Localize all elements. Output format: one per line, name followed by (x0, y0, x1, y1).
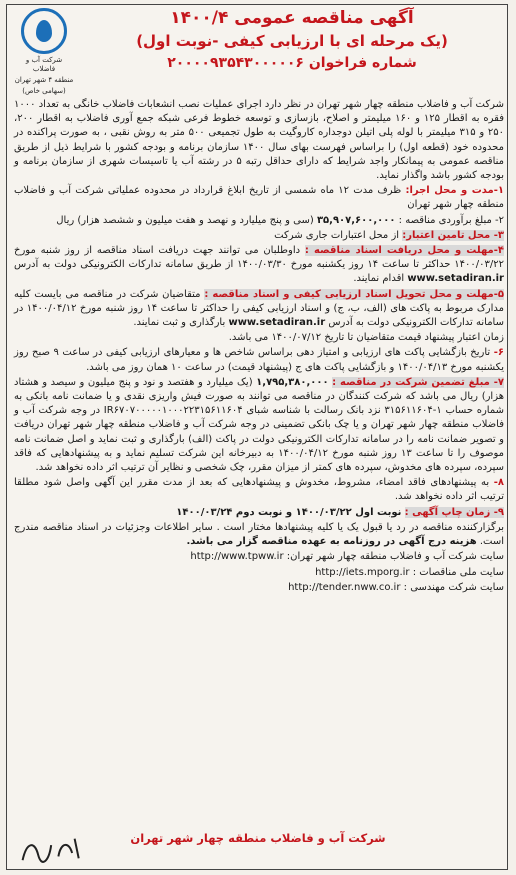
logo-line2: منطقه ۴ شهر تهران (14, 76, 74, 84)
section-5-heading: ۵-مهلت و محل تحویل اسناد ارزیابی کیفی و اسناد مناقصه : (204, 288, 504, 300)
section-7-heading: ۷- مبلغ تضمین شرکت در مناقصه : (332, 376, 504, 388)
section-6 (14, 346, 504, 374)
section-2-text: (سی و پنج میلیارد و نهصد و هفت میلیون و ششصد هزار) ریال (56, 214, 314, 226)
section-1-heading: ۱-مدت و محل اجرا: (405, 185, 504, 197)
ad-body (14, 98, 504, 596)
section-3-text: از محل اعتبارات جاری شرکت (274, 229, 400, 241)
site-1-link[interactable]: http://www.tpww.ir (190, 551, 284, 563)
closing-paragraph (14, 521, 504, 549)
section-3-heading: ۳- محل تامین اعتبار: (402, 229, 504, 241)
section-4-text: داوطلبان می توانند جهت دریافت اسناد مناقصه از روز شنبه مورخ ۱۴۰۰/۰۳/۲۲ حداکثر تا ساعت ۱۴ روز یکشنبه مورخ ۱۴۰۰/۰۳/۳۰ از طریق سامانه تدارکات الکترونیکی دولت به آدرس (14, 245, 504, 271)
closing-text: برگزارکننده مناقصه در رد یا قبول یک یا کلیه پیشنهادها مختار است . سایر اطلاعات وجزئیات در اسناد مناقصه مندرج است. (14, 521, 504, 548)
section-8 (14, 476, 504, 504)
intro-paragraph: شرکت آب و فاضلاب منطقه چهار شهر تهران در نظر دارد اجرای عملیات نصب انشعابات فاضلاب خانگی به تعداد ۱۰۰۰ فقره به اقطار ۱۲۵ و ۱۶۰ میلیمتر و اصلاح، بازسازی و توسعه خطوط فرعی شبکه جمع آوری فاضلاب به اقطار ۲۰۰، ۲۵۰ و ۳۱۵ میلیمتر با لوله پلی اتیلن دوجداره کاروگیت به طول تجمیعی ۵۰۰ متر به روش نقبی ، به صورت پراکنده در محدوده خود (قطعه اول) را براساس فهرست بهای سال ۱۴۰۰ سازمان برنامه و بودجه کشور با شرایط ذیل از طریق مناقصه عمومی به پیمانکار واجد شرایط که دارای حداقل رتبه ۵ در رشته آب یا تاسیسات شهری از سازمان برنامه و بودجه کشور باشد واگذار نماید. (14, 99, 505, 182)
section-1 (14, 184, 504, 212)
ad-header (6, 6, 510, 98)
section-7 (14, 376, 504, 475)
closing-bold-text: هزینه درج آگهی در روزنامه به عهده مناقصه گزار می باشد. (186, 536, 477, 548)
section-2-heading: ۲- مبلغ برآوردی مناقصه : (398, 214, 504, 226)
section-2 (14, 214, 504, 228)
handwritten-scribble-icon (16, 831, 89, 868)
section-9-heading: ۹- زمان چاپ آگهی : (404, 506, 504, 518)
section-4-heading: ۴-مهلت و محل دریافت اسناد مناقصه : (304, 245, 505, 257)
site-2-label: سایت ملی مناقصات : (412, 566, 504, 578)
logo-line3: (سهامی خاص) (22, 87, 66, 95)
footer-organization: شرکت آب و فاضلاب منطقه چهار شهر تهران (130, 831, 386, 845)
section-6-text: تاریخ بازگشایی پاکت های ارزیابی و امتیاز دهی براساس شاخص ها و معیارهای ارزیابی کیفی در ساعت ۹ صبح روز یکشنبه مورخ ۱۴۰۰/۰۴/۱۳ و بازگشایی پاکت های ج (پیشنهاد قیمت) در ساعت ۱۰ همان روز می باشد. (14, 347, 504, 373)
site-line-3 (14, 581, 504, 595)
handwritten-mark (16, 831, 89, 874)
section-8-text: به پیشنهادهای فاقد امضاء، مشروط، مخدوش و پیشنهادهایی که بعد از مدت مقرر این آگهی واصل شود مطلقا ترتیب اثر داده نخواهد شد. (14, 477, 504, 503)
section-9-text: نوبت اول ۱۴۰۰/۰۳/۲۲ و نوبت دوم ۱۴۰۰/۰۳/۲۴ (176, 506, 402, 518)
section-1-text: ظرف مدت ۱۲ ماه شمسی از تاریخ ابلاغ قرارداد در محدوده عملیاتی شرکت آب و فاضلاب منطقه چهار شهر تهران (14, 185, 504, 211)
site-3-label: سایت شرکت مهندسی : (403, 581, 504, 593)
validity-line: زمان اعتبار پیشنهاد قیمت متقاضیان تا تاریخ ۱۴۰۰/۰۷/۱۲ می باشد. (228, 332, 504, 344)
section-8-heading: ۸- (493, 477, 504, 489)
section-4 (14, 244, 504, 287)
section-5-text: متقاضیان شرکت در مناقصه می بایست کلیه مدارک مربوط به پاکت های (الف، ب، ج) و اسناد ارزیابی کیفی را حداکثر تا ساعت ۱۴ روز شنبه مورخ ۱۴۰۰/۰۴/۱۲ در سامانه تدارکات الکترونیکی دولت به آدرس (14, 288, 504, 329)
water-drop-logo-icon (21, 8, 67, 54)
call-number: شماره فراخوان ۲۰۰۰۰۹۳۵۴۳۰۰۰۰۰۶ (167, 55, 417, 71)
site-line-1 (14, 550, 504, 564)
section-3 (14, 229, 504, 243)
ad-title: آگهی مناقصه عمومی ۱۴۰۰/۴ (170, 8, 414, 28)
site-line-2 (14, 566, 504, 580)
estimated-amount: ۳۵,۹۰۷,۶۰۰,۰۰۰ (316, 214, 396, 226)
logo-line1: شرکت آب و فاضلاب (25, 56, 63, 73)
setadiran-link-1[interactable]: www.setadiran.ir (407, 273, 504, 285)
setadiran-link-2[interactable]: www.setadiran.ir (228, 317, 326, 329)
section-5 (14, 288, 504, 331)
company-logo (14, 8, 74, 95)
site-2-link[interactable]: http://iets.mporg.ir (315, 566, 410, 578)
ad-titles (80, 6, 504, 74)
site-1-label: سایت شرکت آب و فاضلاب منطقه چهار شهر تهران: (286, 551, 504, 563)
site-3-link[interactable]: http://tender.nww.co.ir (288, 581, 401, 593)
section-9 (14, 506, 504, 520)
section-5-tail: بارگذاری و ثبت نمایند. (133, 317, 226, 329)
guarantee-amount: ۱,۷۹۵,۳۸۰,۰۰۰ (256, 376, 329, 388)
ad-subtitle: (یک مرحله ای با ارزیابی کیفی -نوبت اول) (136, 32, 448, 50)
section-6-heading: ۶- (493, 347, 504, 359)
section-7-text: (یک میلیارد و هفتصد و نود و پنج میلیون و سیصد و هشتاد هزار) ریال می باشد که شرکت کنندگان در مناقصه می توانند به صورت فیش واریزی نقدی و یا ضمانت نامه بانکی به شماره حساب ۱-۳۱۵۶۱۱۶۰۴ نزد بانک رسالت با شناسه شبای IR۶۷۰۷۰۰۰۰۰۱۰۰۰۲۲۳۱۵۶۱۱۶۰۴ در وجه شرکت آب و فاضلاب منطقه چهار شهر تهران و یا چک بانکی تضمینی در وجه شرکت آب و فاضلاب منطقه چهار شهر تهران دریافت و تصویر ضمانت نامه را در سامانه تدارکات الکترونیکی دولت در پاکت (الف) بارگذاری و ثبت نماید و اصل ضمانت نامه موصوف را تا ساعت ۱۳ روز شنبه مورخ ۱۴۰۰/۰۴/۱۲ به دبیرخانه این شرکت تسلیم نماید و به پیشنهادهایی که فاقد سپرده، سپرده های مخدوش، سپرده های کمتر از میزان مقرر، چک شخصی و نظایر آن ترتیب اثر داده نخواهد شد. (14, 376, 505, 474)
section-4-tail: اقدام نمایند. (353, 273, 405, 285)
